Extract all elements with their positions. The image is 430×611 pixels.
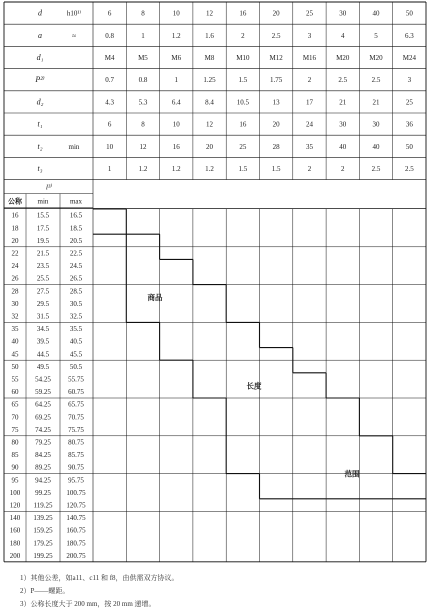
param-value: 25 bbox=[239, 142, 247, 151]
param-value: 10 bbox=[172, 9, 180, 18]
length-nominal: 140 bbox=[9, 514, 21, 523]
length-max: 160.75 bbox=[66, 526, 86, 535]
param-value: 12 bbox=[206, 9, 214, 18]
param-value: 40 bbox=[339, 142, 347, 151]
param-value: 8.4 bbox=[205, 98, 214, 107]
length-nominal: 80 bbox=[11, 438, 19, 447]
param-note: ≈ bbox=[72, 31, 76, 40]
range-label: 长度 bbox=[246, 381, 262, 391]
length-min: 21.5 bbox=[36, 249, 50, 258]
length-nominal: 160 bbox=[9, 526, 21, 535]
param-value: 40 bbox=[372, 9, 380, 18]
param-value: 28 bbox=[272, 142, 280, 151]
length-min: 25.5 bbox=[36, 274, 50, 283]
length-min: 64.25 bbox=[35, 400, 51, 409]
length-nominal: 100 bbox=[9, 488, 21, 497]
length-min: 89.25 bbox=[35, 463, 51, 472]
length-min: 59.25 bbox=[35, 388, 51, 397]
param-value: 8 bbox=[141, 120, 145, 129]
length-min: 79.25 bbox=[35, 438, 51, 447]
length-nominal: 30 bbox=[11, 299, 19, 308]
param-value: 1.6 bbox=[205, 31, 214, 40]
length-min: 19.5 bbox=[36, 236, 50, 245]
param-value: 36 bbox=[405, 120, 413, 129]
length-nominal: 55 bbox=[11, 375, 19, 384]
param-value: 5.3 bbox=[138, 98, 148, 107]
param-value: 6.4 bbox=[171, 98, 181, 107]
param-value: 0.8 bbox=[138, 76, 148, 85]
param-value: 1 bbox=[107, 165, 112, 173]
length-max: 32.5 bbox=[69, 312, 83, 321]
param-value: 1.25 bbox=[203, 76, 216, 85]
length-nominal: 35 bbox=[11, 325, 19, 334]
length-min: 15.5 bbox=[36, 211, 50, 220]
length-min: 84.25 bbox=[35, 451, 51, 460]
param-value: 30 bbox=[339, 120, 347, 129]
param-value: 4 bbox=[341, 31, 345, 40]
length-min: 29.5 bbox=[36, 299, 50, 308]
param-value: 10.5 bbox=[236, 98, 249, 107]
param-value: 2 bbox=[341, 165, 345, 173]
param-label: P²⁾ bbox=[35, 75, 45, 85]
param-note: min bbox=[68, 142, 80, 151]
length-nominal: 75 bbox=[11, 425, 19, 434]
param-value: 2.5 bbox=[371, 165, 381, 173]
param-value: 20 bbox=[272, 9, 280, 18]
param-value: 21 bbox=[372, 98, 380, 107]
param-value: 16 bbox=[172, 142, 180, 151]
length-min: 31.5 bbox=[36, 312, 50, 321]
param-value: 1.2 bbox=[205, 165, 214, 173]
param-value: 2.5 bbox=[404, 165, 414, 173]
param-value: 0.8 bbox=[105, 31, 115, 40]
length-min: 54.25 bbox=[35, 375, 51, 384]
param-value: 1.5 bbox=[238, 165, 248, 173]
param-value: 1.5 bbox=[271, 165, 281, 173]
length-max: 120.75 bbox=[66, 501, 86, 510]
length-min: 94.25 bbox=[35, 476, 51, 485]
param-value: 20 bbox=[272, 120, 280, 129]
range-label: 范围 bbox=[344, 469, 360, 479]
length-max: 16.5 bbox=[69, 211, 83, 220]
param-value: 8 bbox=[141, 9, 145, 18]
length-max: 30.5 bbox=[69, 299, 83, 308]
length-min: 119.25 bbox=[33, 501, 53, 510]
param-value: 16 bbox=[239, 120, 247, 129]
param-value: M20 bbox=[336, 54, 350, 62]
length-max: 140.75 bbox=[66, 514, 86, 523]
length-min: 44.5 bbox=[36, 350, 50, 359]
param-value: 1.2 bbox=[138, 165, 148, 173]
length-nominal: 180 bbox=[9, 539, 21, 548]
param-value: 2 bbox=[307, 76, 312, 85]
param-value: M24 bbox=[402, 54, 416, 62]
param-value: 1.2 bbox=[171, 31, 181, 40]
length-nominal: 85 bbox=[11, 451, 19, 460]
param-value: 10 bbox=[106, 142, 114, 151]
length-min: 139.25 bbox=[33, 514, 53, 523]
param-value: M5 bbox=[138, 54, 148, 62]
param-value: M20 bbox=[369, 54, 383, 62]
param-label: a bbox=[38, 30, 42, 40]
length-min: 69.25 bbox=[35, 413, 51, 422]
param-value: 6 bbox=[107, 120, 112, 129]
length-nominal: 16 bbox=[11, 211, 19, 220]
length-max: 55.75 bbox=[68, 375, 84, 384]
param-value: 5 bbox=[374, 31, 378, 40]
length-nominal: 26 bbox=[11, 274, 19, 283]
length-max: 95.75 bbox=[68, 476, 84, 485]
length-max: 40.5 bbox=[69, 337, 83, 346]
param-value: 2 bbox=[307, 165, 312, 173]
param-value: 13 bbox=[272, 98, 280, 107]
param-value: M12 bbox=[269, 54, 283, 62]
length-nominal: 200 bbox=[9, 551, 21, 560]
param-label: d₁ bbox=[36, 53, 44, 62]
length-max: 200.75 bbox=[66, 551, 86, 560]
max-header: max bbox=[69, 197, 83, 206]
length-nominal: 24 bbox=[11, 262, 19, 271]
length-max: 24.5 bbox=[69, 262, 83, 271]
param-value: 24 bbox=[305, 120, 313, 129]
length-min: 23.5 bbox=[36, 262, 50, 271]
param-value: 50 bbox=[405, 142, 413, 151]
length-max: 22.5 bbox=[69, 249, 83, 258]
param-value: 1 bbox=[141, 31, 145, 40]
param-value: 17 bbox=[305, 98, 313, 107]
length-max: 100.75 bbox=[66, 488, 86, 497]
length-nominal: 22 bbox=[11, 249, 19, 258]
param-label: d₂ bbox=[36, 97, 44, 107]
param-value: 4.3 bbox=[105, 98, 115, 107]
param-label: d bbox=[38, 8, 42, 18]
param-value: M4 bbox=[104, 54, 115, 62]
param-value: M8 bbox=[204, 54, 215, 62]
length-max: 60.75 bbox=[68, 388, 84, 397]
param-value: 40 bbox=[372, 142, 380, 151]
param-value: 10 bbox=[172, 120, 180, 129]
length-min: 34.5 bbox=[36, 325, 50, 334]
param-value: 2.5 bbox=[271, 31, 281, 40]
length-min: 17.5 bbox=[36, 224, 50, 233]
length-max: 26.5 bbox=[69, 274, 83, 283]
length-nominal: 20 bbox=[11, 236, 19, 245]
param-label: t₁ bbox=[37, 119, 43, 129]
param-value: 20 bbox=[206, 142, 214, 151]
param-value: 1.5 bbox=[238, 76, 248, 85]
footnote-2: 2）P——螺距。 bbox=[20, 587, 70, 595]
param-note: h10¹⁾ bbox=[66, 9, 82, 18]
length-nominal: 18 bbox=[11, 224, 19, 233]
length-min: 39.5 bbox=[36, 337, 50, 346]
length-max: 20.5 bbox=[69, 236, 83, 245]
length-min: 179.25 bbox=[33, 539, 53, 548]
length-max: 28.5 bbox=[69, 287, 83, 296]
length-nominal: 90 bbox=[11, 463, 19, 472]
footnote-3: 3）公称长度大于 200 mm，按 20 mm 递增。 bbox=[20, 600, 156, 608]
length-nominal: 65 bbox=[11, 400, 19, 409]
param-label: t₃ bbox=[37, 164, 43, 173]
length-nominal: 60 bbox=[11, 388, 19, 397]
param-value: 2.5 bbox=[371, 76, 381, 85]
nominal-header: 公称 bbox=[8, 197, 22, 206]
length-max: 45.5 bbox=[69, 350, 83, 359]
length-label: l³⁾ bbox=[45, 182, 53, 192]
length-nominal: 28 bbox=[11, 287, 19, 296]
param-value: 6 bbox=[107, 9, 112, 18]
length-nominal: 120 bbox=[9, 501, 21, 510]
param-value: 16 bbox=[239, 9, 247, 18]
param-value: 2 bbox=[241, 31, 245, 40]
param-value: 25 bbox=[405, 98, 413, 107]
length-min: 74.25 bbox=[35, 425, 51, 434]
param-value: 0.7 bbox=[105, 76, 115, 85]
length-min: 99.25 bbox=[35, 488, 51, 497]
param-value: 1.75 bbox=[270, 76, 283, 85]
length-nominal: 95 bbox=[11, 476, 19, 485]
param-value: 3 bbox=[407, 76, 412, 85]
length-max: 65.75 bbox=[68, 400, 84, 409]
length-max: 18.5 bbox=[69, 224, 83, 233]
param-value: 35 bbox=[305, 142, 313, 151]
length-max: 80.75 bbox=[68, 438, 84, 447]
length-max: 85.75 bbox=[68, 451, 84, 460]
length-max: 70.75 bbox=[68, 413, 84, 422]
param-value: 6.3 bbox=[404, 31, 414, 40]
length-min: 159.25 bbox=[33, 526, 53, 535]
param-label: t₂ bbox=[37, 141, 43, 151]
length-max: 50.5 bbox=[69, 362, 83, 371]
param-value: 1 bbox=[174, 76, 178, 85]
length-nominal: 45 bbox=[11, 350, 19, 359]
range-label: 商品 bbox=[147, 293, 163, 303]
length-min: 199.25 bbox=[33, 551, 53, 560]
param-value: 50 bbox=[405, 9, 413, 18]
length-max: 75.75 bbox=[68, 425, 84, 434]
length-max: 35.5 bbox=[69, 325, 83, 334]
param-value: M6 bbox=[171, 54, 182, 62]
length-nominal: 32 bbox=[11, 312, 19, 321]
length-nominal: 40 bbox=[11, 337, 19, 346]
min-header: min bbox=[37, 197, 49, 206]
param-value: 30 bbox=[339, 9, 347, 18]
length-nominal: 50 bbox=[11, 362, 19, 371]
param-value: M10 bbox=[236, 54, 250, 62]
param-value: M16 bbox=[302, 54, 317, 62]
length-nominal: 70 bbox=[11, 413, 19, 422]
length-min: 49.5 bbox=[36, 362, 50, 371]
param-value: 12 bbox=[206, 120, 214, 129]
param-value: 12 bbox=[139, 142, 147, 151]
length-min: 27.5 bbox=[36, 287, 50, 296]
footnote-1: 1）其他公差，如a11、c11 和 f8，由供需双方协议。 bbox=[20, 574, 179, 582]
length-max: 180.75 bbox=[66, 539, 86, 548]
param-value: 30 bbox=[372, 120, 380, 129]
param-value: 1.2 bbox=[171, 165, 181, 173]
length-max: 90.75 bbox=[68, 463, 84, 472]
param-value: 21 bbox=[339, 98, 347, 107]
param-value: 2.5 bbox=[338, 76, 348, 85]
param-value: 25 bbox=[305, 9, 313, 18]
param-value: 3 bbox=[307, 31, 312, 40]
